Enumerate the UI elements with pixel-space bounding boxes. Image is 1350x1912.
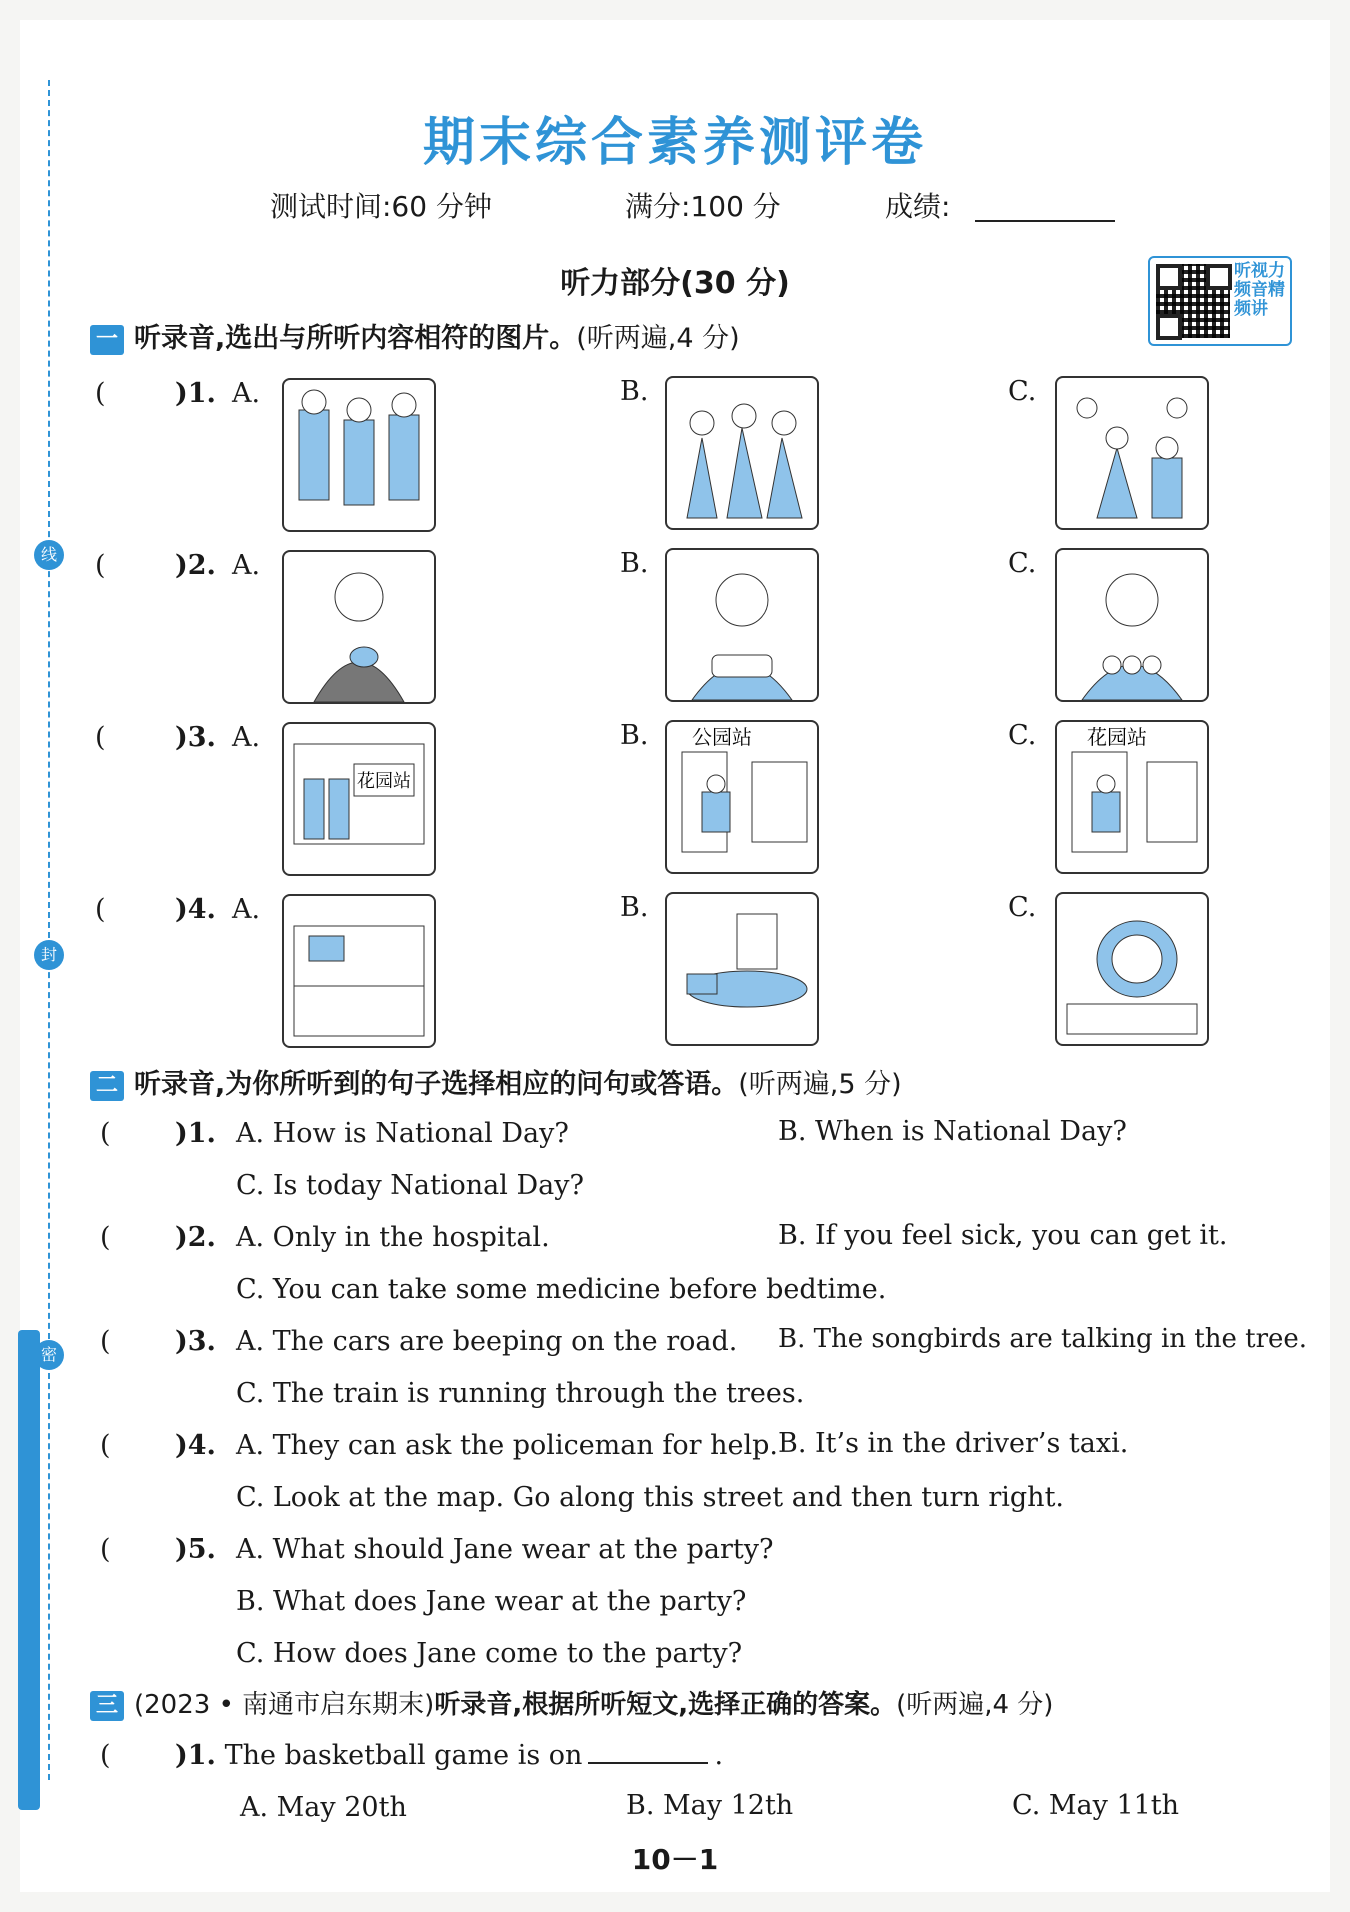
option-label: A. (232, 722, 261, 753)
option-label: B. (620, 720, 649, 751)
option-label: A. (232, 550, 261, 581)
margin-tag-seal: 封 (34, 940, 64, 970)
station-sign: 公园站 (692, 725, 752, 749)
picture-soldiers[interactable] (282, 378, 436, 532)
question-number: )3. (175, 1326, 216, 1357)
qr-label: 听视力频音精频讲 (1234, 261, 1285, 319)
picture-wash-plate[interactable] (1055, 892, 1209, 1046)
picture-grandma-cake[interactable] (665, 548, 819, 702)
question-number: )1. (175, 1740, 216, 1771)
question-number: )1. (175, 378, 216, 409)
section-3-heading (90, 1684, 1053, 1721)
answer-paren[interactable]: ( (100, 1222, 111, 1253)
option-a: A. Only in the hospital. (236, 1222, 550, 1253)
section-source: (2023 • 南通市启东期末) (134, 1690, 435, 1720)
page-number: 10－1 (631, 1843, 719, 1876)
option-a: A. What should Jane wear at the party? (236, 1534, 774, 1565)
option-b: B. It’s in the driver’s taxi. (778, 1428, 1129, 1459)
option-b: B. The songbirds are talking in the tree. (778, 1324, 1308, 1354)
answer-paren[interactable]: ( (100, 1740, 111, 1771)
answer-paren[interactable]: ( (100, 1118, 111, 1149)
picture-grandma-mooncakes[interactable] (1055, 548, 1209, 702)
part-title: 听力部分(30 分) (560, 266, 790, 301)
qr-code[interactable] (1148, 256, 1292, 346)
option-label: A. (232, 378, 261, 409)
answer-paren[interactable]: ( (100, 1326, 111, 1357)
section-note: (听两遍,4 分) (576, 323, 740, 354)
answer-paren[interactable]: ( (95, 722, 106, 753)
stem-end: . (714, 1740, 724, 1771)
question-number: )3. (175, 722, 216, 753)
section-note: (听两遍,5 分) (738, 1069, 902, 1100)
picture-garden-station-train[interactable] (1055, 720, 1209, 874)
picture-clean-table[interactable] (665, 892, 819, 1046)
option-c: C. Is today National Day? (236, 1170, 584, 1201)
answer-paren[interactable]: ( (100, 1430, 111, 1461)
picture-clean-car-window[interactable] (282, 894, 436, 1048)
full-score: 满分:100 分 (625, 190, 781, 223)
answer-blank[interactable] (588, 1762, 708, 1764)
option-c: C. You can take some medicine before bedtime. (236, 1274, 887, 1305)
picture-fairies[interactable] (1055, 376, 1209, 530)
station-sign: 花园站 (357, 771, 411, 792)
question-number: )4. (175, 1430, 216, 1461)
option-b: B. When is National Day? (778, 1116, 1127, 1147)
picture-park-station[interactable] (665, 720, 819, 874)
option-label: A. (232, 894, 261, 925)
option-c: C. How does Jane come to the party? (236, 1638, 743, 1669)
question-number: )1. (175, 1118, 216, 1149)
option-label: C. (1008, 548, 1037, 579)
option-label: C. (1008, 376, 1037, 407)
option-label: C. (1008, 892, 1037, 923)
station-sign: 花园站 (1087, 725, 1147, 749)
section-badge: 一 (90, 325, 124, 355)
result-label: 成绩: (885, 190, 951, 223)
answer-paren[interactable]: ( (100, 1534, 111, 1565)
question-number: )2. (175, 550, 216, 581)
option-a: A. They can ask the policeman for help. (236, 1430, 778, 1461)
option-a: A. The cars are beeping on the road. (236, 1326, 738, 1357)
option-label: B. (620, 376, 649, 407)
question-number: )5. (175, 1534, 216, 1565)
question-number: )4. (175, 894, 216, 925)
option-b: B. If you feel sick, you can get it. (778, 1220, 1228, 1251)
answer-paren[interactable]: ( (95, 894, 106, 925)
section-badge: 三 (90, 1691, 124, 1721)
option-b: B. May 12th (626, 1790, 794, 1821)
side-color-strip (18, 1330, 40, 1810)
section-title: 听录音,选出与所听内容相符的图片。 (134, 323, 577, 354)
option-label: B. (620, 548, 649, 579)
option-c: C. Look at the map. Go along this street and then turn right. (236, 1482, 1064, 1513)
option-label: C. (1008, 720, 1037, 751)
answer-paren[interactable]: ( (95, 550, 106, 581)
option-a: A. May 20th (240, 1792, 407, 1823)
picture-princesses[interactable] (665, 376, 819, 530)
score-blank[interactable] (975, 220, 1115, 222)
page-title: 期末综合素养测评卷 (422, 113, 927, 173)
test-time: 测试时间:60 分钟 (270, 190, 492, 223)
picture-grandpa[interactable] (282, 550, 436, 704)
option-c: C. May 11th (1012, 1790, 1180, 1821)
section-2-heading (90, 1062, 902, 1101)
question-stem (175, 1740, 723, 1771)
section-badge: 二 (90, 1071, 124, 1101)
question-number: )2. (175, 1222, 216, 1253)
picture-bus-garden-station[interactable] (282, 722, 436, 876)
option-c: C. The train is running through the trees. (236, 1378, 805, 1409)
section-title: 听录音,根据所听短文,选择正确的答案。 (434, 1690, 897, 1720)
margin-tag-line: 线 (34, 540, 64, 570)
section-note: (听两遍,4 分) (896, 1690, 1054, 1720)
option-b: B. What does Jane wear at the party? (236, 1586, 747, 1617)
option-a: A. How is National Day? (236, 1118, 569, 1149)
section-1-heading (90, 316, 740, 355)
section-title: 听录音,为你所听到的句子选择相应的问句或答语。 (134, 1069, 739, 1100)
option-label: B. (620, 892, 649, 923)
margin-tag-secret: 密 (34, 1340, 64, 1370)
answer-paren[interactable]: ( (95, 378, 106, 409)
stem-text: The basketball game is on (224, 1740, 583, 1771)
binding-line (48, 80, 50, 1780)
